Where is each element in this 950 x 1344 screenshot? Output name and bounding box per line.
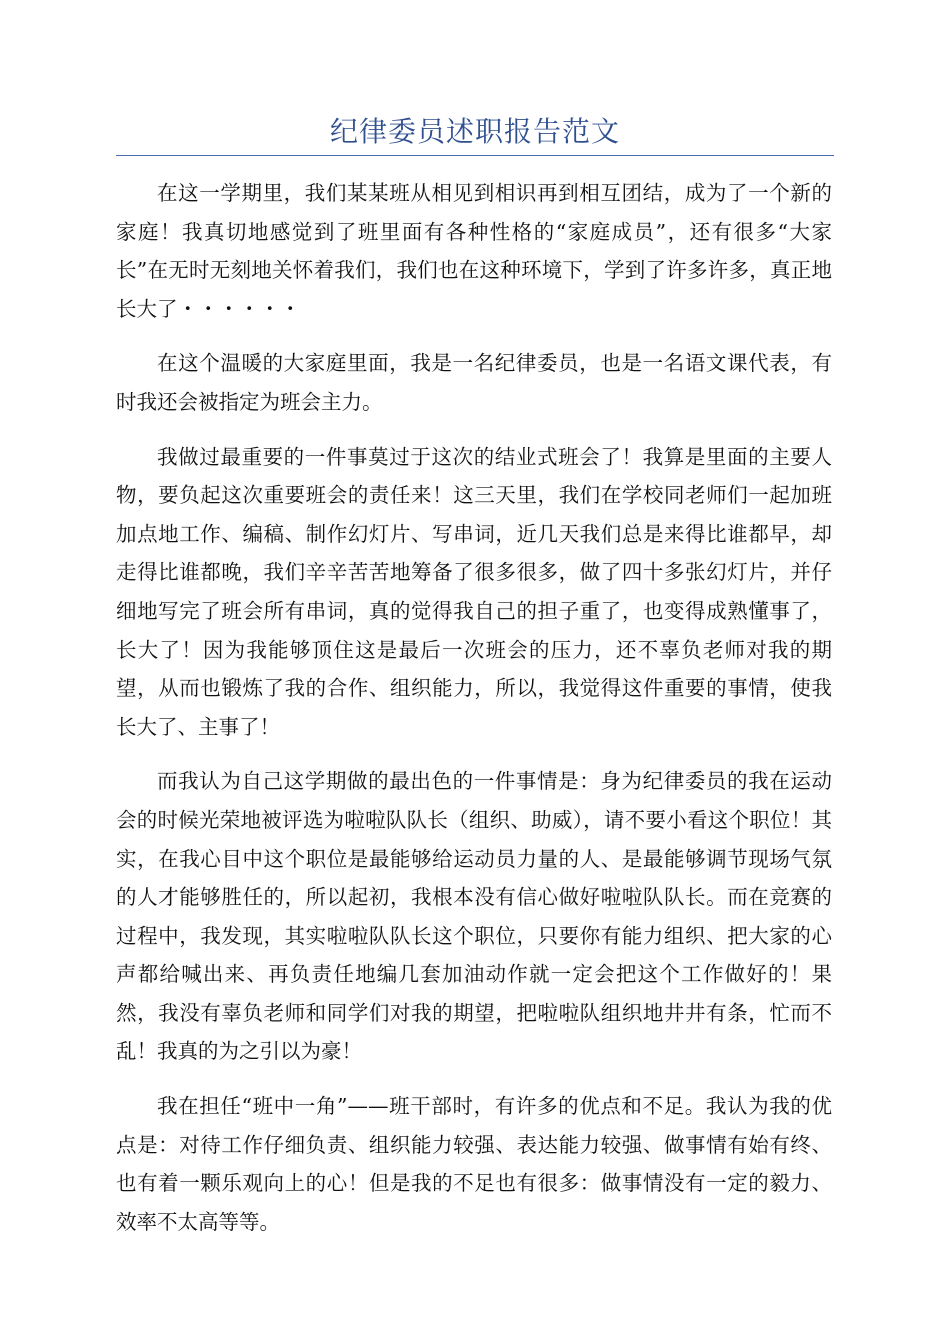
paragraph-3: 我做过最重要的一件事莫过于这次的结业式班会了！我算是里面的主要人物，要负起这次重要班会的责任来！这三天里，我们在学校同老师们一起加班加点地工作、编稿、制作幻灯片、写串词，近几天我们总是来得比谁都早，却走得比谁都晚，我们辛辛苦苦地筹备了很多很多，做了四十多张幻灯片，并仔细地写完了班会所有串词，真的觉得我自己的担子重了，也变得成熟懂事了，长大了！因为我能够顶住这是最后一次班会的压力，还不辜负老师对我的期望，从而也锻炼了我的合作、组织能力，所以，我觉得这件重要的事情，使我长大了、主事了！ (116, 444, 832, 739)
document-body (116, 174, 832, 1257)
paragraph-5: 我在担任“班中一角”——班干部时，有许多的优点和不足。我认为我的优点是：对待工作仔细负责、组织能力较强、表达能力较强、做事情有始有终、也有着一颗乐观向上的心！但是我的不足也有很多：做事情没有一定的毅力、效率不太高等等。 (116, 1094, 832, 1234)
title-underline (116, 155, 834, 156)
paragraph-4: 而我认为自己这学期做的最出色的一件事情是：身为纪律委员的我在运动会的时候光荣地被评选为啦啦队队长（组织、助威），请不要小看这个职位！其实，在我心目中这个职位是最能够给运动员力量的人、是最能够调节现场气氛的人才能够胜任的，所以起初，我根本没有信心做好啦啦队队长。而在竞赛的过程中，我发现，其实啦啦队队长这个职位，只要你有能力组织、把大家的心声都给喊出来、再负责任地编几套加油动作就一定会把这个工作做好的！果然，我没有辜负老师和同学们对我的期望，把啦啦队组织地井井有条，忙而不乱！我真的为之引以为豪！ (116, 769, 832, 1064)
document-title: 纪律委员述职报告范文 (329, 115, 620, 148)
paragraph-1: 在这一学期里，我们某某班从相见到相识再到相互团结，成为了一个新的家庭！我真切地感觉到了班里面有各种性格的“家庭成员”，还有很多“大家长”在无时无刻地关怀着我们，我们也在这种环境下，学到了许多许多，真正地长大了・・・・・・ (116, 181, 832, 321)
paragraph-2: 在这个温暖的大家庭里面，我是一名纪律委员，也是一名语文课代表，有时我还会被指定为班会主力。 (116, 351, 832, 414)
